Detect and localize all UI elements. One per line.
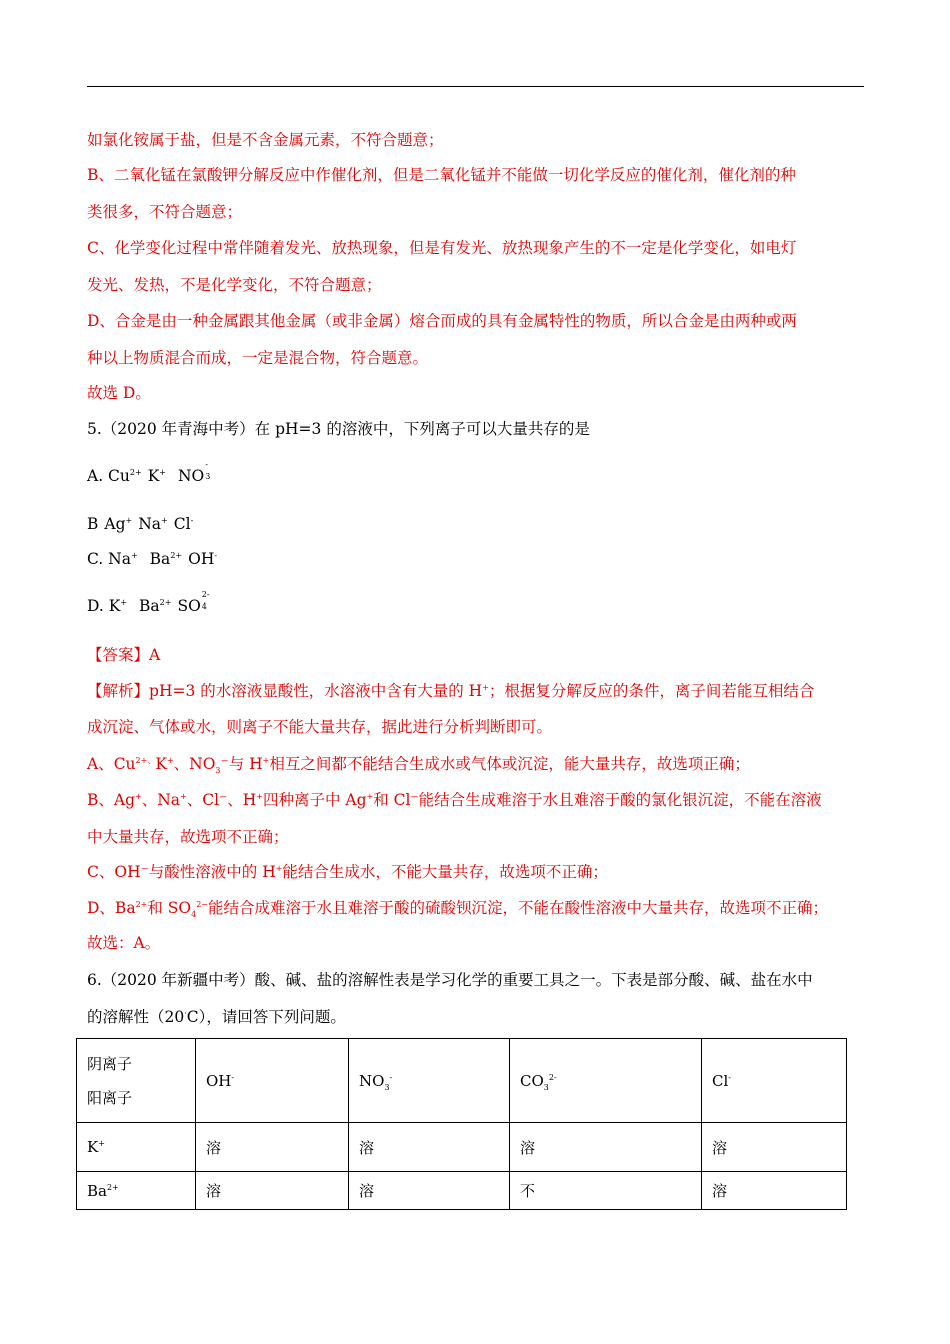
table-row [77,1123,847,1172]
q5-option-a: A. $Cu^{2+}$ K+ NO - 3 [87,460,211,485]
table-cation-cell: K+ [77,1123,196,1172]
q6-number: 6. [87,971,102,989]
q5-number: 5. [87,420,102,438]
table-cell: 不 [510,1172,702,1210]
prev-c-line-2: 发光、发热，不是化学变化，不符合题意； [87,276,382,294]
q5-text: 在 pH=3 的溶液中，下列离子可以大量共存的是 [254,420,590,438]
q5-option-d: D. K+ $Ba^{2+}$ SO 2- 4 [87,590,210,615]
q5-analysis-b-line-1: B、Ag+、Na+、Cl⁻、H+四种离子中 Ag+和 Cl⁻能结合生成难溶于水且难溶于酸的氯化银沉淀，不能在溶液 [87,791,822,809]
solubility-table [76,1038,847,1210]
q6-stem-line-2: 的溶解性（20·C），请回答下列问题。 [87,1008,346,1026]
table-header-anion: $CO_3^{2-}$ [510,1039,702,1123]
q5-option-b: B Ag+ Na+ Cl- [87,515,194,533]
q5-option-c: C. Na+ $Ba^{2+}$ OH- [87,550,218,568]
table-cell: 溶 [702,1123,847,1172]
prev-d-line-1: D、合金是由一种金属跟其他金属（或非金属）熔合而成的具有金属特性的物质，所以合金是由两种或两 [87,312,797,330]
table-corner-cell: 阴离子 阳离子 [77,1039,196,1123]
table-row [77,1172,847,1210]
table-header-anion: OH- [196,1039,349,1123]
table-cell: 溶 [702,1172,847,1210]
q6-source: （2020 年新疆中考） [101,971,255,989]
table-header-anion: $NO_3^-$ [349,1039,510,1123]
prev-conclusion: 故选 D。 [87,384,151,402]
q5-analysis-d: D、$Ba^{2+}$和 $SO_4^{2-}$能结合成难溶于水且难溶于酸的硫酸钡沉淀，不能在酸性溶液中大量共存，故选项不正确； [87,899,829,920]
q5-analysis-c: C、OH⁻与酸性溶液中的 H+能结合生成水，不能大量共存，故选项不正确； [87,863,608,881]
q5-analysis-line-2: 成沉淀、气体或水，则离子不能大量共存，据此进行分析判断即可。 [87,718,553,736]
prev-b-line-2: 类很多，不符合题意； [87,203,243,221]
q5-analysis-line-1: 【解析】pH=3 的水溶液显酸性，水溶液中含有大量的 H+；根据复分解反应的条件，离子间若能互相结合 [87,682,815,700]
prev-d-line-2: 种以上物质混合而成，一定是混合物，符合题意。 [87,349,429,367]
q5-source: （2020 年青海中考） [101,420,255,438]
prev-line-1: 如氯化铵属于盐，但是不含金属元素，不符合题意； [87,131,444,149]
table-cell: 溶 [196,1172,349,1210]
prev-b-line-1: B、二氧化锰在氯酸钾分解反应中作催化剂，但是二氧化锰并不能做一切化学反应的催化剂，催化剂的种 [87,166,796,184]
q5-analysis-a: A、$Cu^{2+、}K^+$、$NO_3^-$与 H+相互之间都不能结合生成水或气体或沉淀，能大量共存，故选项正确； [87,755,750,776]
header-rule [87,86,864,87]
table-header-anion: Cl- [702,1039,847,1123]
q6-stem-line-1: 6.（2020 年新疆中考）酸、碱、盐的溶解性表是学习化学的重要工具之一。下表是部分酸、碱、盐在水中 [87,971,813,989]
table-cell: 溶 [510,1123,702,1172]
table-cell: 溶 [349,1172,510,1210]
prev-c-line-1: C、化学变化过程中常伴随着发光、放热现象，但是有发光、放热现象产生的不一定是化学变化，如电灯 [87,239,797,257]
q5-analysis-b-line-2: 中大量共存，故选项不正确； [87,828,289,846]
table-cell: 溶 [349,1123,510,1172]
table-cell: 溶 [196,1123,349,1172]
q5-conclusion: 故选：A。 [87,934,161,952]
table-cation-cell: $Ba^{2+}$ [77,1172,196,1210]
table-header-row [77,1039,847,1123]
q5-stem [87,419,590,439]
q5-answer: 【答案】A [87,646,161,664]
